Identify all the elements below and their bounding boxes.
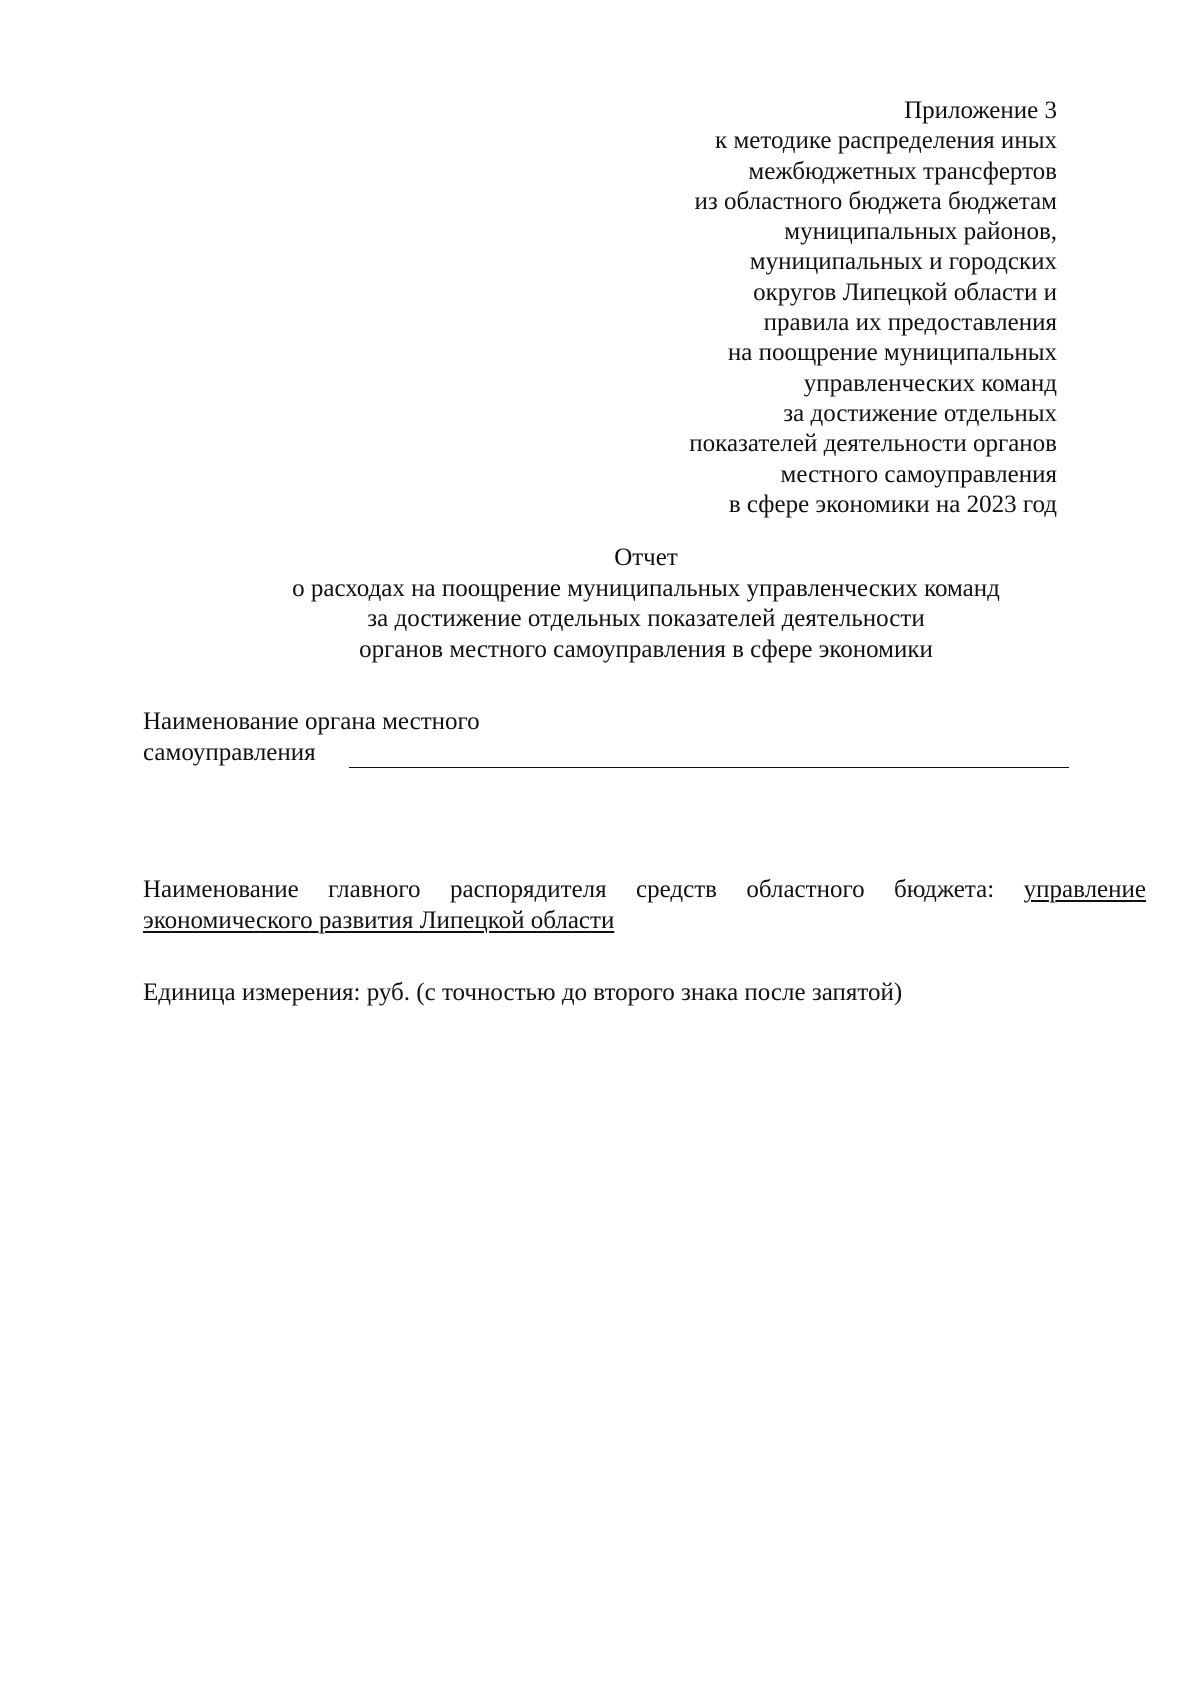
appendix-line: в сфере экономики на 2023 год — [728, 490, 1057, 518]
appendix-line: к методике распределения иных — [715, 127, 1057, 155]
report-title-line: о расходах на поощрение муниципальных управленческих команд — [292, 574, 1000, 602]
report-title-line: органов местного самоуправления в сфере экономики — [359, 635, 933, 663]
org-name-row — [143, 738, 1103, 769]
appendix-line: Приложение 3 — [904, 97, 1057, 124]
appendix-line: из областного бюджета бюджетам — [694, 187, 1057, 215]
org-name-blank[interactable] — [349, 743, 1069, 768]
appendix-header — [537, 96, 1057, 520]
appendix-line: муниципальных и городских — [749, 248, 1057, 276]
chief-administrator-field — [143, 874, 1146, 936]
org-name-label-line2: самоуправления — [143, 738, 316, 766]
chief-administrator-value: управление экономического развития Липецкой области — [143, 876, 1147, 934]
appendix-line: муниципальных районов, — [784, 218, 1057, 246]
report-title-line: за достижение отдельных показателей деятельности — [367, 605, 925, 632]
chief-administrator-label: Наименование главного распорядителя средств областного бюджета: — [143, 876, 995, 903]
appendix-line: округов Липецкой области и — [753, 278, 1057, 306]
appendix-line: межбюджетных трансфертов — [748, 157, 1057, 185]
org-name-field — [143, 707, 1103, 768]
appendix-line: показателей деятельности органов — [689, 430, 1057, 458]
appendix-line: местного самоуправления — [780, 460, 1057, 488]
unit-of-measure: Единица измерения: руб. (с точностью до второго знака после запятой) — [143, 979, 903, 1006]
appendix-line: управленческих команд — [803, 369, 1057, 397]
org-name-label-line1: Наименование органа местного — [143, 708, 480, 735]
appendix-line: правила их предоставления — [763, 309, 1057, 337]
report-title — [0, 543, 1200, 665]
appendix-line: за достижение отдельных — [783, 399, 1057, 427]
appendix-line: на поощрение муниципальных — [727, 339, 1057, 367]
report-heading: Отчет — [614, 544, 678, 571]
